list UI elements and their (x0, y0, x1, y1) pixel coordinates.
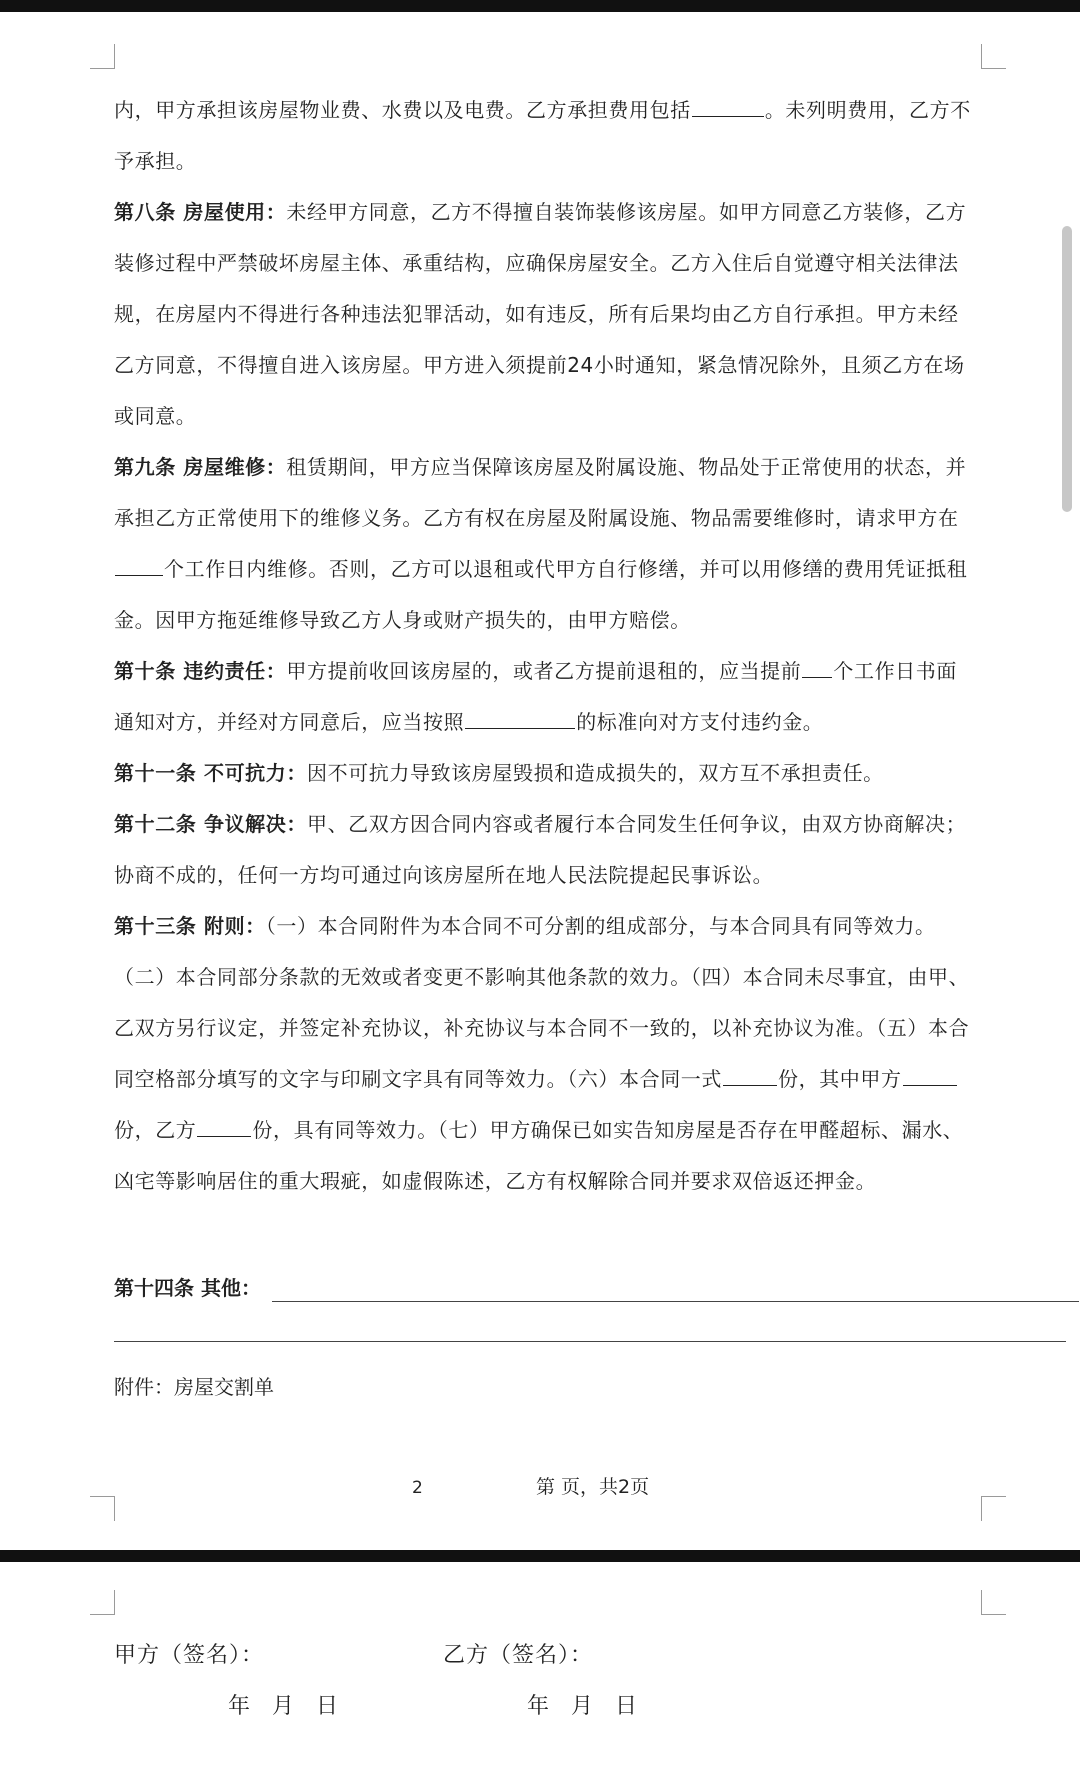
page-total: 第 页，共2页 (536, 1476, 650, 1498)
page-corner-mark (90, 1496, 115, 1521)
article-label: 第十三条 附则： (114, 914, 266, 938)
month-label: 月 (571, 1694, 594, 1719)
year-label: 年 (527, 1694, 550, 1719)
page-corner-mark (981, 44, 1006, 69)
article-label: 第十条 违约责任： (114, 659, 287, 683)
article-label: 第十一条 不可抗力： (114, 761, 307, 785)
year-label: 年 (228, 1694, 251, 1719)
fill-blank[interactable] (465, 700, 575, 729)
party-a-signature-label: 甲方（签名）： (114, 1643, 265, 1668)
page-corner-mark (90, 1590, 115, 1615)
top-page-border (0, 0, 1080, 12)
page-corner-mark (981, 1496, 1006, 1521)
article-13: 第十三条 附则：（一）本合同附件为本合同不可分割的组成部分，与本合同具有同等效力。（二）本合同部分条款的无效或者变更不影响其他条款的效力。（四）本合同未尽事宜，由甲、乙双方另行议定，并签定补充协议，补充协议与本合同不一致的，以补充协议为准。（五）本合同空格部分填写的文字与印刷文字具有同等效力。（六）本合同一式 份，其中甲方份，乙方 份，具有同等效力。（七）甲方确保已如实告知房屋是否存在甲醛超标、漏水、凶宅等影响居住的重大瑕疵，如虚假陈述，乙方有权解除合同并要求双倍返还押金。 (114, 914, 970, 1193)
paragraph-continued: 内，甲方承担该房屋物业费、水费以及电费。乙方承担费用包括 。未列明费用，乙方不予承担。 (114, 85, 972, 187)
month-label: 月 (272, 1694, 295, 1719)
fill-blank[interactable] (802, 649, 832, 678)
party-b-date (527, 1692, 659, 1722)
article-12: 第十二条 争议解决：甲、乙双方因合同内容或者履行本合同发生任何争议，由双方协商解决；协商不成的，任何一方均可通过向该房屋所在地人民法院提起民事诉讼。 (114, 812, 967, 887)
vertical-scrollbar[interactable] (1062, 226, 1072, 512)
article-9: 第九条 房屋维修：租赁期间，甲方应当保障该房屋及附属设施、物品处于正常使用的状态，并承担乙方正常使用下的维修义务。乙方有权在房屋及附属设施、物品需要维修时，请求甲方在个工作日内维修。否则，乙方可以退租或代甲方自行修缮，并可以用修缮的费用凭证抵租金。因甲方拖延维修导致乙方人身或财产损失的，由甲方赔偿。 (114, 455, 968, 632)
day-label: 日 (615, 1694, 638, 1719)
fill-blank[interactable] (115, 547, 163, 576)
party-a-date (228, 1692, 360, 1722)
contract-body (114, 85, 972, 1207)
page-separator (0, 1550, 1080, 1562)
article-label: 第八条 房屋使用： (114, 200, 287, 224)
article-label: 第十四条 其他： (114, 1276, 261, 1300)
article-label: 第十二条 争议解决： (114, 812, 307, 836)
fill-blank[interactable] (197, 1108, 251, 1137)
article-8: 第八条 房屋使用：未经甲方同意，乙方不得擅自装饰装修该房屋。如甲方同意乙方装修，乙方装修过程中严禁破坏房屋主体、承重结构，应确保房屋安全。乙方入住后自觉遵守相关法律法规，在房屋内不得进行各种违法犯罪活动，如有违反，所有后果均由乙方自行承担。甲方未经乙方同意，不得擅自进入该房屋。甲方进入须提前24小时通知，紧急情况除外，且须乙方在场或同意。 (114, 200, 967, 428)
article-11: 第十一条 不可抗力：因不可抗力导致该房屋毁损和造成损失的，双方互不承担责任。 (114, 761, 884, 785)
fill-blank[interactable] (723, 1057, 777, 1086)
day-label: 日 (316, 1694, 339, 1719)
fill-blank[interactable] (692, 88, 764, 117)
fill-line[interactable] (114, 1341, 1066, 1342)
fill-blank[interactable] (903, 1057, 957, 1086)
attachment-note: 附件：房屋交割单 (114, 1375, 274, 1399)
article-10: 第十条 违约责任：甲方提前收回该房屋的，或者乙方提前退租的，应当提前 个工作日书面通知对方，并经对方同意后，应当按照 的标准向对方支付违约金。 (114, 646, 972, 748)
page-corner-mark (90, 44, 115, 69)
article-label: 第九条 房屋维修： (114, 455, 287, 479)
article-14 (114, 1263, 1079, 1314)
page-number: 2 (412, 1478, 423, 1498)
page-corner-mark (981, 1590, 1006, 1615)
party-b-signature-label: 乙方（签名）： (443, 1643, 594, 1668)
fill-line[interactable] (272, 1301, 1079, 1302)
